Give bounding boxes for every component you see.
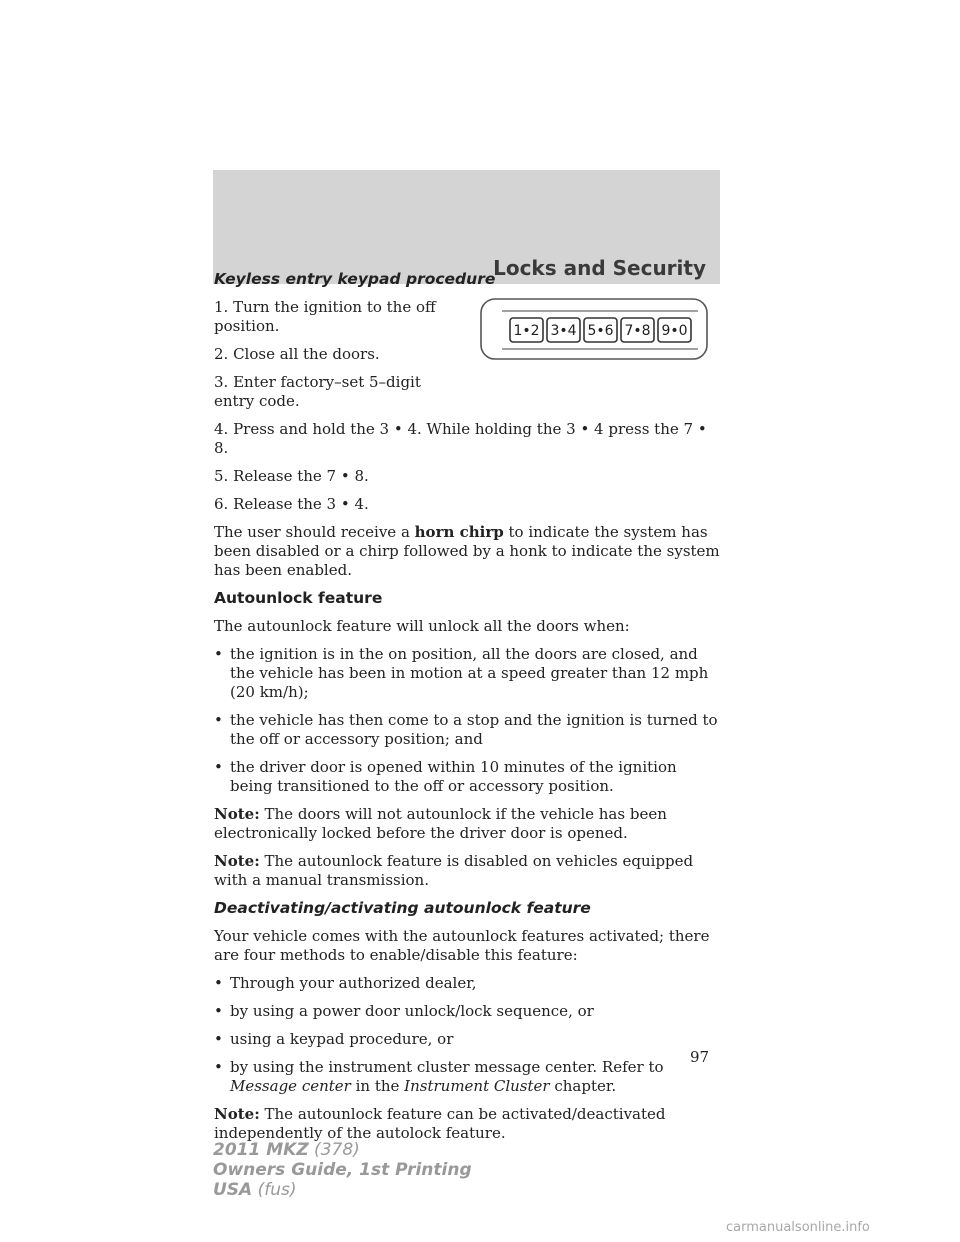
keyless-step-3: 3. Enter factory–set 5–digit entry code.	[214, 373, 421, 410]
deactivate-intro: Your vehicle comes with the autounlock features activated; there are four methods to enable/disable this feature:	[214, 927, 710, 964]
keypad-button-label: 1•2	[513, 323, 540, 339]
list-item: • using a keypad procedure, or	[214, 1030, 454, 1048]
list-item: • by using a power door unlock/lock sequence, or	[214, 1002, 594, 1020]
deactivate-note: Note: The autounlock feature can be activated/deactivated independently of the autolock feature.	[214, 1105, 666, 1142]
keyless-step-6: 6. Release the 3 • 4.	[214, 495, 369, 513]
list-item: • Through your authorized dealer,	[214, 974, 477, 992]
keypad-button-label: 9•0	[661, 323, 688, 339]
instrument-cluster-ref: Instrument Cluster	[404, 1077, 550, 1095]
autounlock-note-2: Note: The autounlock feature is disabled on vehicles equipped with a manual transmission.	[214, 852, 694, 889]
keyless-step-2: 2. Close all the doors.	[214, 345, 380, 363]
autounlock-note-1: Note: The doors will not autounlock if the vehicle has been electronically locked before the driver door is opened.	[214, 805, 667, 842]
watermark: carmanualsonline.info	[726, 1220, 870, 1235]
keyless-step-4: 4. Press and hold the 3 • 4. While holding the 3 • 4 press the 7 • 8.	[214, 420, 707, 457]
keyless-step-5: 5. Release the 7 • 8.	[214, 467, 369, 485]
keypad-button-label: 5•6	[587, 323, 614, 339]
footer-print-info: 2011 MKZ (378) Owners Guide, 1st Printing USA (fus)	[213, 1140, 472, 1200]
horn-chirp-term: horn chirp	[414, 523, 504, 541]
list-item: • the vehicle has then come to a stop and the ignition is turned to the off or accessory position; and	[214, 711, 718, 748]
keyless-step-1: 1. Turn the ignition to the off position.	[214, 298, 436, 335]
autounlock-heading: Autounlock feature	[214, 589, 383, 607]
keyless-result: The user should receive a horn chirp to indicate the system has been disabled or a chirp followed by a honk to indicate the system has been enabled.	[214, 523, 720, 579]
section-title: Locks and Security	[493, 256, 706, 280]
header-band	[213, 170, 720, 284]
page-content	[214, 270, 722, 1152]
list-item: • by using the instrument cluster message center. Refer to Message center in the Instrument Cluster chapter.	[214, 1058, 664, 1095]
list-item: • the driver door is opened within 10 minutes of the ignition being transitioned to the off or accessory position.	[214, 758, 677, 795]
message-center-ref: Message center	[230, 1077, 351, 1095]
page-number: 97	[690, 1048, 710, 1066]
autounlock-intro: The autounlock feature will unlock all the doors when:	[214, 617, 630, 635]
keypad-button-label: 7•8	[624, 323, 651, 339]
keypad-button-label: 3•4	[550, 323, 577, 339]
keyless-heading: Keyless entry keypad procedure	[214, 270, 496, 288]
list-item: • the ignition is in the on position, all the doors are closed, and the vehicle has been in motion at a speed greater than 12 mph (20 km/h);	[214, 645, 709, 701]
deactivate-heading: Deactivating/activating autounlock feature	[214, 899, 591, 917]
